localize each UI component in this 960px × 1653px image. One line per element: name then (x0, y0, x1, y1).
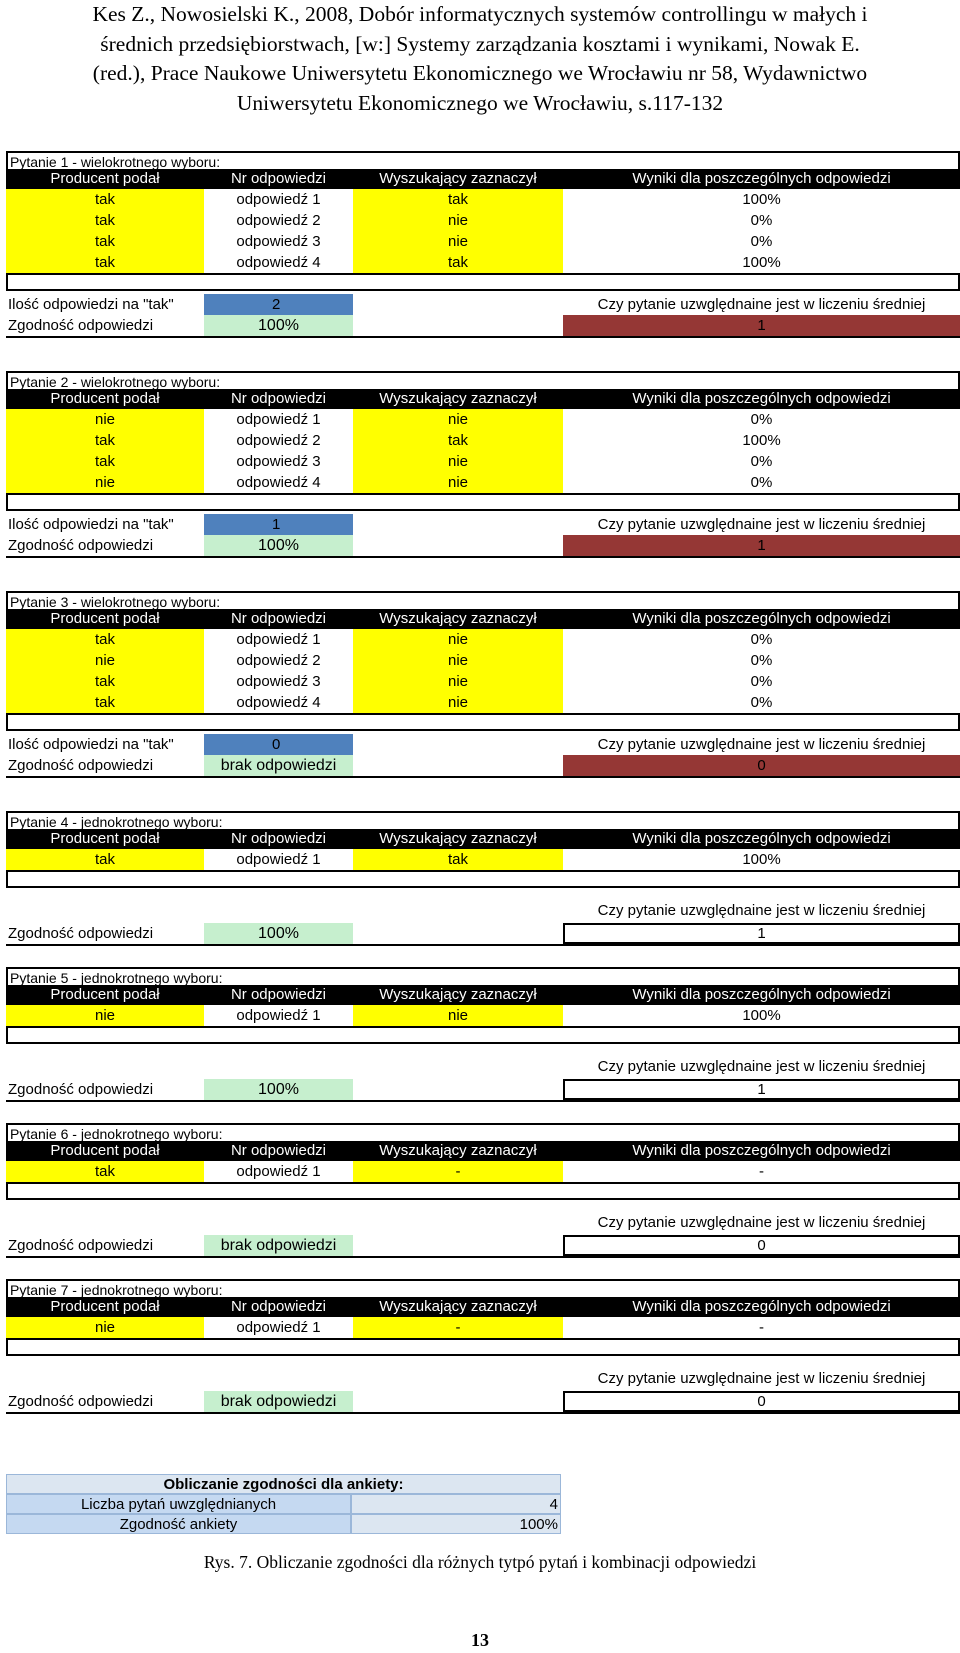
citation-line: (red.), Prace Naukowe Uniwersytetu Ekonomicznego we Wrocławiu nr 58, Wydawnictwo (92, 61, 868, 85)
producer-answer: tak (6, 210, 204, 231)
answer-result: - (759, 1319, 764, 1336)
column-header: Producent podał (50, 610, 160, 627)
empty-row (6, 713, 960, 731)
bottom-rule (6, 1100, 960, 1102)
column-header: Wyszukający zaznaczył (379, 390, 537, 407)
spacer (353, 1235, 563, 1256)
included-label: Czy pytanie uzwględnaine jest w liczeniu średniej (597, 902, 926, 919)
table-row (6, 231, 960, 252)
producer-answer: tak (6, 430, 204, 451)
table-row (6, 629, 960, 650)
table-row (6, 1005, 960, 1026)
answer-number: odpowiedź 1 (236, 851, 321, 868)
searcher-answer: nie (353, 1005, 563, 1026)
empty-row (6, 1026, 960, 1044)
answer-number: odpowiedź 4 (236, 474, 321, 491)
bottom-rule (6, 776, 960, 778)
producer-answer: nie (6, 1317, 204, 1338)
table-header (6, 829, 960, 849)
question-block (6, 151, 960, 338)
answer-result: 0% (750, 673, 773, 690)
table-header (6, 609, 960, 629)
column-header: Producent podał (50, 170, 160, 187)
spacer (353, 294, 563, 315)
searcher-answer: nie (353, 231, 563, 252)
table-row (6, 1161, 960, 1182)
question-block (6, 371, 960, 558)
producer-answer: tak (6, 1161, 204, 1182)
agreement-row (6, 1235, 960, 1256)
bottom-rule (6, 1412, 960, 1414)
producer-answer: nie (6, 650, 204, 671)
calc-label: Liczba pytań uwzględnianych (6, 1494, 351, 1514)
column-header: Wyszukający zaznaczył (379, 830, 537, 847)
column-header: Wyszukający zaznaczył (379, 170, 537, 187)
searcher-answer: tak (353, 189, 563, 210)
included-label: Czy pytanie uzwględnaine jest w liczeniu średniej (597, 296, 926, 313)
producer-answer: tak (6, 252, 204, 273)
column-header: Producent podał (50, 830, 160, 847)
bottom-rule (6, 336, 960, 338)
answer-number: odpowiedź 4 (236, 694, 321, 711)
count-label: Ilość odpowiedzi na "tak" (8, 296, 174, 313)
agreement-label: Zgodność odpowiedzi (8, 537, 154, 554)
answer-result: 0% (750, 453, 773, 470)
column-header: Nr odpowiedzi (230, 986, 327, 1003)
included-label: Czy pytanie uzwględnaine jest w liczeniu średniej (597, 516, 926, 533)
agreement-value: 100% (204, 923, 353, 944)
column-header: Nr odpowiedzi (230, 610, 327, 627)
searcher-answer: nie (353, 650, 563, 671)
spacer (6, 1056, 563, 1077)
column-header: Wyszukający zaznaczył (379, 1298, 537, 1315)
calc-label: Zgodność ankiety (6, 1514, 351, 1534)
producer-answer: tak (6, 189, 204, 210)
table-row (6, 849, 960, 870)
agreement-label: Zgodność odpowiedzi (8, 757, 154, 774)
answer-result: - (759, 1163, 764, 1180)
agreement-label: Zgodność odpowiedzi (8, 925, 154, 942)
answer-result: 0% (750, 694, 773, 711)
question-title: Pytanie 5 - jednokrotnego wyboru: (6, 967, 960, 985)
producer-answer: nie (6, 409, 204, 430)
bottom-rule (6, 944, 960, 946)
answer-result: 100% (742, 432, 781, 449)
count-row (6, 294, 960, 315)
question-block (6, 1279, 960, 1414)
answer-number: odpowiedź 1 (236, 1007, 321, 1024)
answer-number: odpowiedź 1 (236, 411, 321, 428)
spacer (353, 315, 563, 336)
spacer (353, 535, 563, 556)
answer-result: 100% (742, 1007, 781, 1024)
included-value: 1 (563, 315, 960, 336)
count-value: 1 (204, 514, 353, 535)
producer-answer: tak (6, 231, 204, 252)
answer-number: odpowiedź 3 (236, 453, 321, 470)
spacer (353, 1079, 563, 1100)
page-number: 13 (471, 1630, 489, 1650)
column-header: Wyniki dla poszczególnych odpowiedzi (632, 1298, 891, 1315)
agreement-label: Zgodność odpowiedzi (8, 1237, 154, 1254)
answer-result: 0% (750, 411, 773, 428)
table-row (6, 671, 960, 692)
included-label-row (6, 900, 960, 921)
answer-result: 0% (750, 233, 773, 250)
survey-agreement-table (6, 1474, 561, 1534)
table-header (6, 1297, 960, 1317)
table-header (6, 389, 960, 409)
agreement-row (6, 923, 960, 944)
citation-header (0, 0, 960, 118)
question-title: Pytanie 2 - wielokrotnego wyboru: (6, 371, 960, 389)
count-label: Ilość odpowiedzi na "tak" (8, 736, 174, 753)
answer-result: 100% (742, 191, 781, 208)
answer-result: 0% (750, 631, 773, 648)
question-block (6, 811, 960, 946)
included-label-row (6, 1368, 960, 1389)
answer-number: odpowiedź 2 (236, 432, 321, 449)
column-header: Wyniki dla poszczególnych odpowiedzi (632, 390, 891, 407)
spacer (353, 1391, 563, 1412)
column-header: Producent podał (50, 986, 160, 1003)
calc-title: Obliczanie zgodności dla ankiety: (6, 1474, 561, 1494)
question-title: Pytanie 3 - wielokrotnego wyboru: (6, 591, 960, 609)
empty-row (6, 1338, 960, 1356)
table-row (6, 692, 960, 713)
answer-result: 0% (750, 212, 773, 229)
bottom-rule (6, 556, 960, 558)
searcher-answer: - (353, 1161, 563, 1182)
count-row (6, 734, 960, 755)
table-row (6, 451, 960, 472)
table-row (6, 252, 960, 273)
column-header: Wyszukający zaznaczył (379, 1142, 537, 1159)
searcher-answer: nie (353, 210, 563, 231)
column-header: Producent podał (50, 1142, 160, 1159)
empty-row (6, 273, 960, 291)
searcher-answer: nie (353, 629, 563, 650)
citation-line: Kes Z., Nowosielski K., 2008, Dobór informatycznych systemów controllingu w małych i (92, 2, 868, 26)
column-header: Nr odpowiedzi (230, 390, 327, 407)
column-header: Producent podał (50, 1298, 160, 1315)
included-value: 0 (563, 1235, 960, 1256)
column-header: Nr odpowiedzi (230, 1142, 327, 1159)
agreement-label: Zgodność odpowiedzi (8, 1393, 154, 1410)
column-header: Wyniki dla poszczególnych odpowiedzi (632, 986, 891, 1003)
included-value: 0 (563, 755, 960, 776)
empty-row (6, 870, 960, 888)
searcher-answer: nie (353, 451, 563, 472)
column-header: Producent podał (50, 390, 160, 407)
searcher-answer: nie (353, 692, 563, 713)
column-header: Nr odpowiedzi (230, 1298, 327, 1315)
question-title: Pytanie 6 - jednokrotnego wyboru: (6, 1123, 960, 1141)
answer-number: odpowiedź 1 (236, 1163, 321, 1180)
spacer (353, 734, 563, 755)
count-value: 0 (204, 734, 353, 755)
agreement-row (6, 755, 960, 776)
spacer (6, 1368, 563, 1389)
column-header: Wyniki dla poszczególnych odpowiedzi (632, 610, 891, 627)
table-row (6, 1317, 960, 1338)
calc-value: 4 (351, 1494, 561, 1514)
spacer (353, 923, 563, 944)
question-block (6, 967, 960, 1102)
producer-answer: nie (6, 472, 204, 493)
table-row (6, 210, 960, 231)
producer-answer: tak (6, 849, 204, 870)
spacer (6, 900, 563, 921)
searcher-answer: tak (353, 430, 563, 451)
column-header: Wyniki dla poszczególnych odpowiedzi (632, 1142, 891, 1159)
answer-result: 0% (750, 474, 773, 491)
included-value: 1 (563, 535, 960, 556)
agreement-value: 100% (204, 535, 353, 556)
agreement-value: brak odpowiedzi (204, 1235, 353, 1256)
table-row (6, 472, 960, 493)
answer-result: 100% (742, 851, 781, 868)
agreement-value: brak odpowiedzi (204, 1391, 353, 1412)
count-label: Ilość odpowiedzi na "tak" (8, 516, 174, 533)
agreement-row (6, 1079, 960, 1100)
count-value: 2 (204, 294, 353, 315)
included-value: 1 (563, 1079, 960, 1100)
producer-answer: tak (6, 671, 204, 692)
question-title: Pytanie 4 - jednokrotnego wyboru: (6, 811, 960, 829)
agreement-row (6, 315, 960, 336)
citation-line: średnich przedsiębiorstwach, [w:] Systemy zarządzania kosztami i wynikami, Nowak E. (100, 31, 860, 56)
citation-line: Uniwersytetu Ekonomicznego we Wrocławiu, s.117-132 (236, 90, 724, 115)
question-title: Pytanie 7 - jednokrotnego wyboru: (6, 1279, 960, 1297)
column-header: Nr odpowiedzi (230, 830, 327, 847)
answer-number: odpowiedź 3 (236, 673, 321, 690)
answer-number: odpowiedź 1 (236, 191, 321, 208)
empty-row (6, 493, 960, 511)
searcher-answer: tak (353, 849, 563, 870)
answer-number: odpowiedź 4 (236, 254, 321, 271)
spacer (353, 755, 563, 776)
included-label-row (6, 1212, 960, 1233)
searcher-answer: nie (353, 409, 563, 430)
table-header (6, 985, 960, 1005)
agreement-row (6, 535, 960, 556)
agreement-value: brak odpowiedzi (204, 755, 353, 776)
answer-number: odpowiedź 2 (236, 212, 321, 229)
question-title: Pytanie 1 - wielokrotnego wyboru: (6, 151, 960, 169)
searcher-answer: - (353, 1317, 563, 1338)
calc-value: 100% (351, 1514, 561, 1534)
answer-number: odpowiedź 3 (236, 233, 321, 250)
agreement-row (6, 1391, 960, 1412)
column-header: Wyniki dla poszczególnych odpowiedzi (632, 830, 891, 847)
included-value: 1 (563, 923, 960, 944)
included-label: Czy pytanie uzwględnaine jest w liczeniu średniej (597, 1214, 926, 1231)
answer-number: odpowiedź 2 (236, 652, 321, 669)
producer-answer: tak (6, 692, 204, 713)
producer-answer: tak (6, 629, 204, 650)
agreement-value: 100% (204, 1079, 353, 1100)
figure-caption: Rys. 7. Obliczanie zgodności dla różnych tytpó pytań i kombinacji odpowiedzi (203, 1552, 757, 1572)
empty-row (6, 1182, 960, 1200)
included-label: Czy pytanie uzwględnaine jest w liczeniu średniej (597, 1058, 926, 1075)
searcher-answer: tak (353, 252, 563, 273)
column-header: Nr odpowiedzi (230, 170, 327, 187)
included-value: 0 (563, 1391, 960, 1412)
included-label-row (6, 1056, 960, 1077)
table-header (6, 1141, 960, 1161)
spacer (353, 514, 563, 535)
column-header: Wyniki dla poszczególnych odpowiedzi (632, 170, 891, 187)
agreement-label: Zgodność odpowiedzi (8, 1081, 154, 1098)
column-header: Wyszukający zaznaczył (379, 986, 537, 1003)
bottom-rule (6, 1256, 960, 1258)
table-row (6, 430, 960, 451)
table-header (6, 169, 960, 189)
answer-result: 0% (750, 652, 773, 669)
included-label: Czy pytanie uzwględnaine jest w liczeniu średniej (597, 736, 926, 753)
agreement-label: Zgodność odpowiedzi (8, 317, 154, 334)
searcher-answer: nie (353, 671, 563, 692)
spacer (6, 1212, 563, 1233)
table-row (6, 189, 960, 210)
answer-number: odpowiedź 1 (236, 1319, 321, 1336)
question-block (6, 1123, 960, 1258)
table-row (6, 650, 960, 671)
column-header: Wyszukający zaznaczył (379, 610, 537, 627)
included-label: Czy pytanie uzwględnaine jest w liczeniu średniej (597, 1370, 926, 1387)
producer-answer: nie (6, 1005, 204, 1026)
table-row (6, 409, 960, 430)
answer-number: odpowiedź 1 (236, 631, 321, 648)
answer-result: 100% (742, 254, 781, 271)
question-block (6, 591, 960, 778)
agreement-value: 100% (204, 315, 353, 336)
searcher-answer: nie (353, 472, 563, 493)
producer-answer: tak (6, 451, 204, 472)
count-row (6, 514, 960, 535)
